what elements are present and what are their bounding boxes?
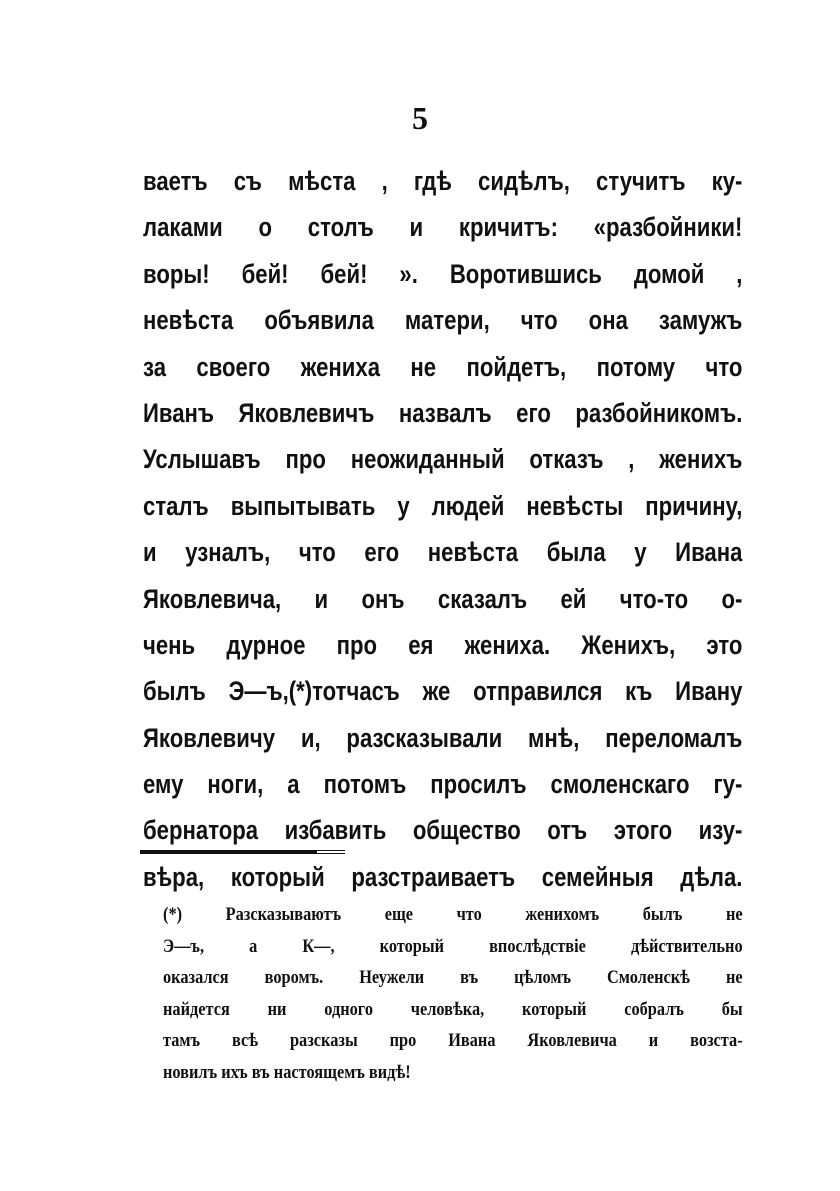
footnote-line: (*) Разсказываютъ еще что женихомъ былъ не xyxy=(163,904,743,925)
footnote-line: новилъ ихъ въ настоящемъ видѣ! xyxy=(163,1061,411,1083)
text-line: за своего жениха не пойдетъ, потому что xyxy=(143,351,743,382)
main-text-block xyxy=(143,158,743,900)
text-line: сталъ выпытывать у людей невѣсты причину, xyxy=(143,490,743,521)
footnote-line: оказался воромъ. Неужели въ цѣломъ Смоленскѣ не xyxy=(163,967,743,988)
text-line: былъ Э—ъ,(*)тотчасъ же отправился къ Ивану xyxy=(143,676,743,707)
text-line: ваетъ съ мѣста , гдѣ сидѣлъ, стучитъ ку- xyxy=(143,166,743,196)
text-line: и узналъ, что его невѣста была у Ивана xyxy=(143,537,743,568)
footnote-line: Э—ъ, а К—, который впослѣдствіе дѣйствительно xyxy=(163,935,743,957)
footnote-line: тамъ всѣ разсказы про Ивана Яковлевича и возста- xyxy=(163,1030,743,1051)
page-number: 5 xyxy=(412,100,428,136)
text-line: лаками о столъ и кричитъ: «разбойники! xyxy=(143,212,743,243)
text-line: Яковлевичу и, разсказывали мнѣ, переломалъ xyxy=(143,722,743,753)
text-line: невѣста объявила матери, что она замужъ xyxy=(143,305,743,336)
text-line: ему ноги, а потомъ просилъ смоленскаго гу- xyxy=(143,769,743,800)
footnote-line: найдется ни одного человѣка, который собралъ бы xyxy=(163,998,743,1020)
text-line: бернатора избавить общество отъ этого изу- xyxy=(143,815,743,846)
text-line: Яковлевича, и онъ сказалъ ей что-то о- xyxy=(143,583,743,614)
text-line: чень дурное про ея жениха. Женихъ, это xyxy=(143,629,743,660)
footnote-divider xyxy=(140,850,345,854)
text-line: Услышавъ про неожиданный отказъ , женихъ xyxy=(143,444,743,475)
text-line: вѣра, который разстраиваетъ семейныя дѣла. xyxy=(143,861,743,892)
text-line: воры! бей! бей! ». Воротившись домой , xyxy=(143,258,743,289)
footnote-block xyxy=(163,899,743,1088)
text-line: Иванъ Яковлевичъ назвалъ его разбойникомъ. xyxy=(143,397,743,428)
